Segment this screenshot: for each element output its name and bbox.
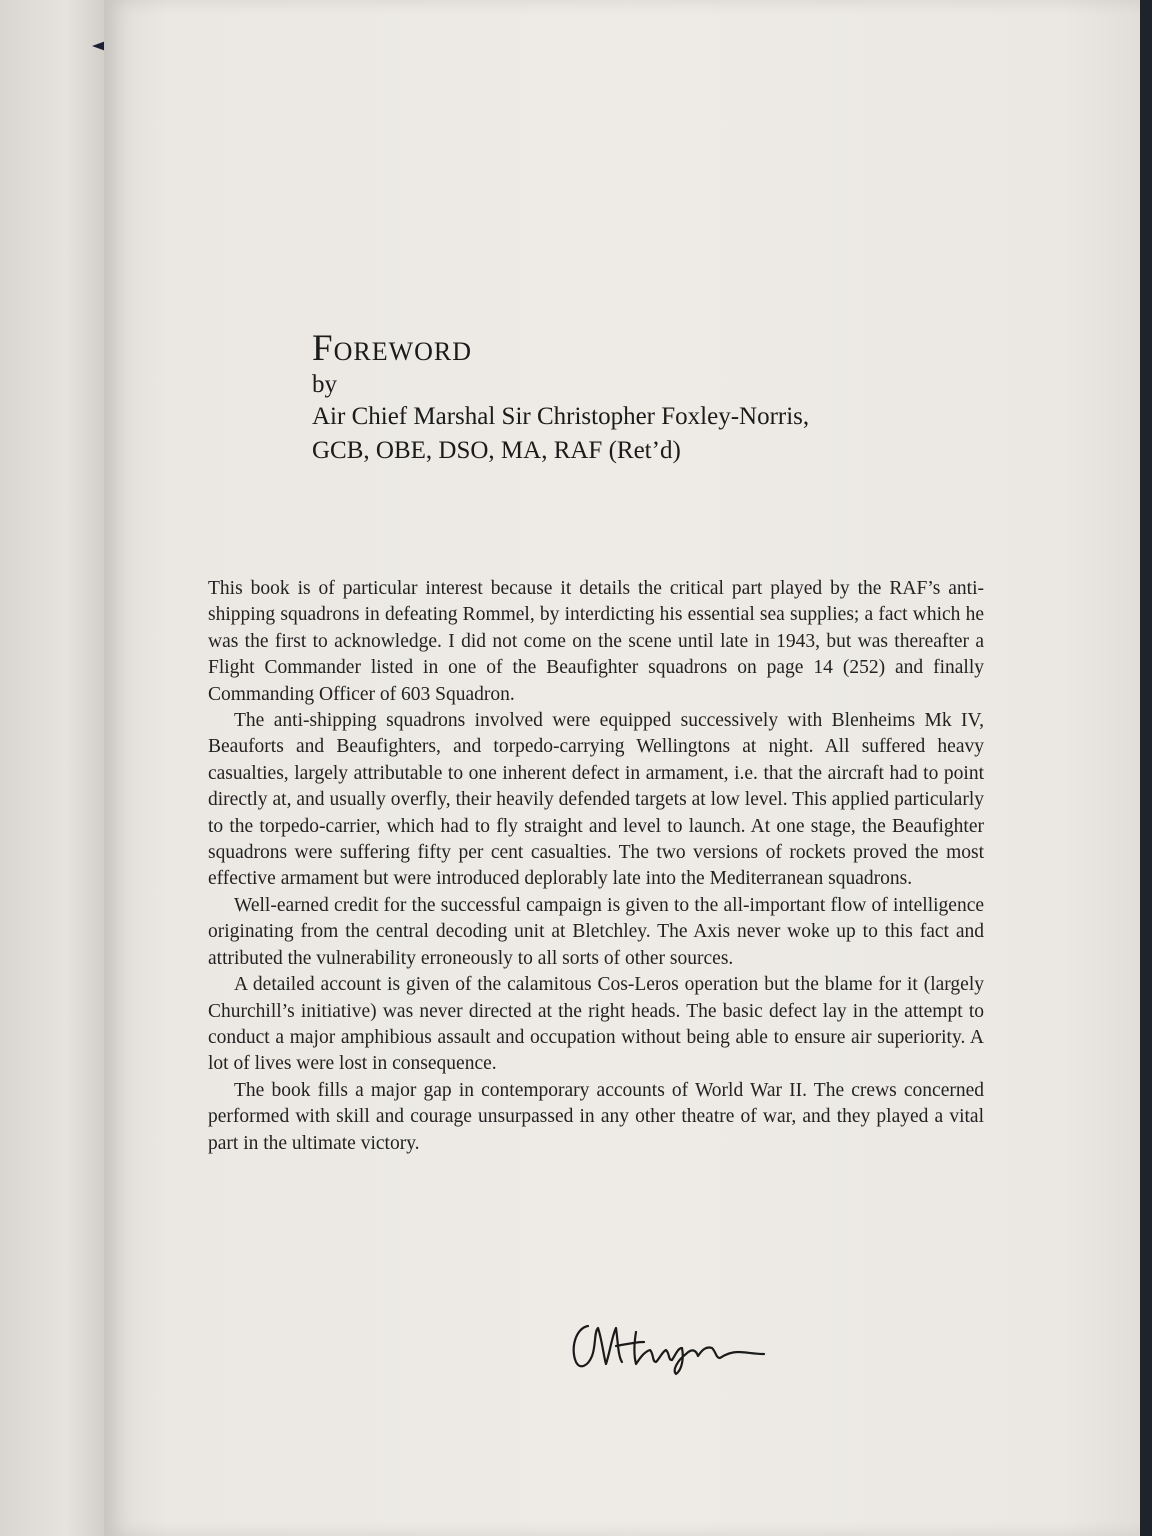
foreword-heading: [312, 328, 809, 468]
paragraph-1: This book is of particular interest because it details the critical part played by the RAF’s anti-shipping squadrons in defeating Rommel, by interdicting his essential sea supplies; a fact which he was the first to acknowledge. I did not come on the scene until late in 1943, but was thereafter a Flight Commander listed in one of the Beaufighter squadrons on page 14 (252) and finally Commanding Officer of 603 Squadron.: [208, 578, 984, 705]
paragraph-3: Well-earned credit for the successful campaign is given to the all-important flow of intelligence originating from the central decoding unit at Bletchley. The Axis never woke up to this fact and attributed the vulnerability erroneously to all sorts of other sources.: [208, 894, 984, 969]
facing-page-edge: [0, 0, 110, 1536]
author-honours: GCB, OBE, DSO, MA, RAF (Ret’d): [312, 437, 681, 464]
signature: [566, 1318, 780, 1378]
foreword-body: [208, 576, 984, 1157]
by-line: by: [312, 371, 337, 398]
paragraph-4: A detailed account is given of the calamitous Cos-Leros operation but the blame for it (largely Churchill’s initiative) was never directed at the right heads. The basic defect lay in the attempt to conduct a major amphibious assault and occupation without being able to ensure air superiority. A lot of lives were lost in consequence.: [208, 974, 984, 1075]
book-cover-edge: [1140, 0, 1152, 1536]
paragraph-2: The anti-shipping squadrons involved were equipped successively with Blenheims Mk IV, Beauforts and Beaufighters, and torpedo-carrying Wellingtons at night. All suffered heavy casualties, largely attributable to one inherent defect in armament, i.e. that the aircraft had to point directly at, and usually overfly, their heavily defended targets at low level. This applied particularly to the torpedo-carrier, which had to fly straight and level to launch. At one stage, the Beaufighter squadrons were suffering fifty per cent casualties. The two versions of rockets proved the most effective armament but were introduced deplorably late into the Mediterranean squadrons.: [208, 710, 984, 890]
page-title: Foreword: [312, 328, 473, 369]
paragraph-5: The book fills a major gap in contemporary accounts of World War II. The crews concerned performed with skill and courage unsurpassed in any other theatre of war, and they played a vital part in the ultimate victory.: [208, 1079, 984, 1154]
author-name: Air Chief Marshal Sir Christopher Foxley-Norris,: [312, 403, 810, 430]
